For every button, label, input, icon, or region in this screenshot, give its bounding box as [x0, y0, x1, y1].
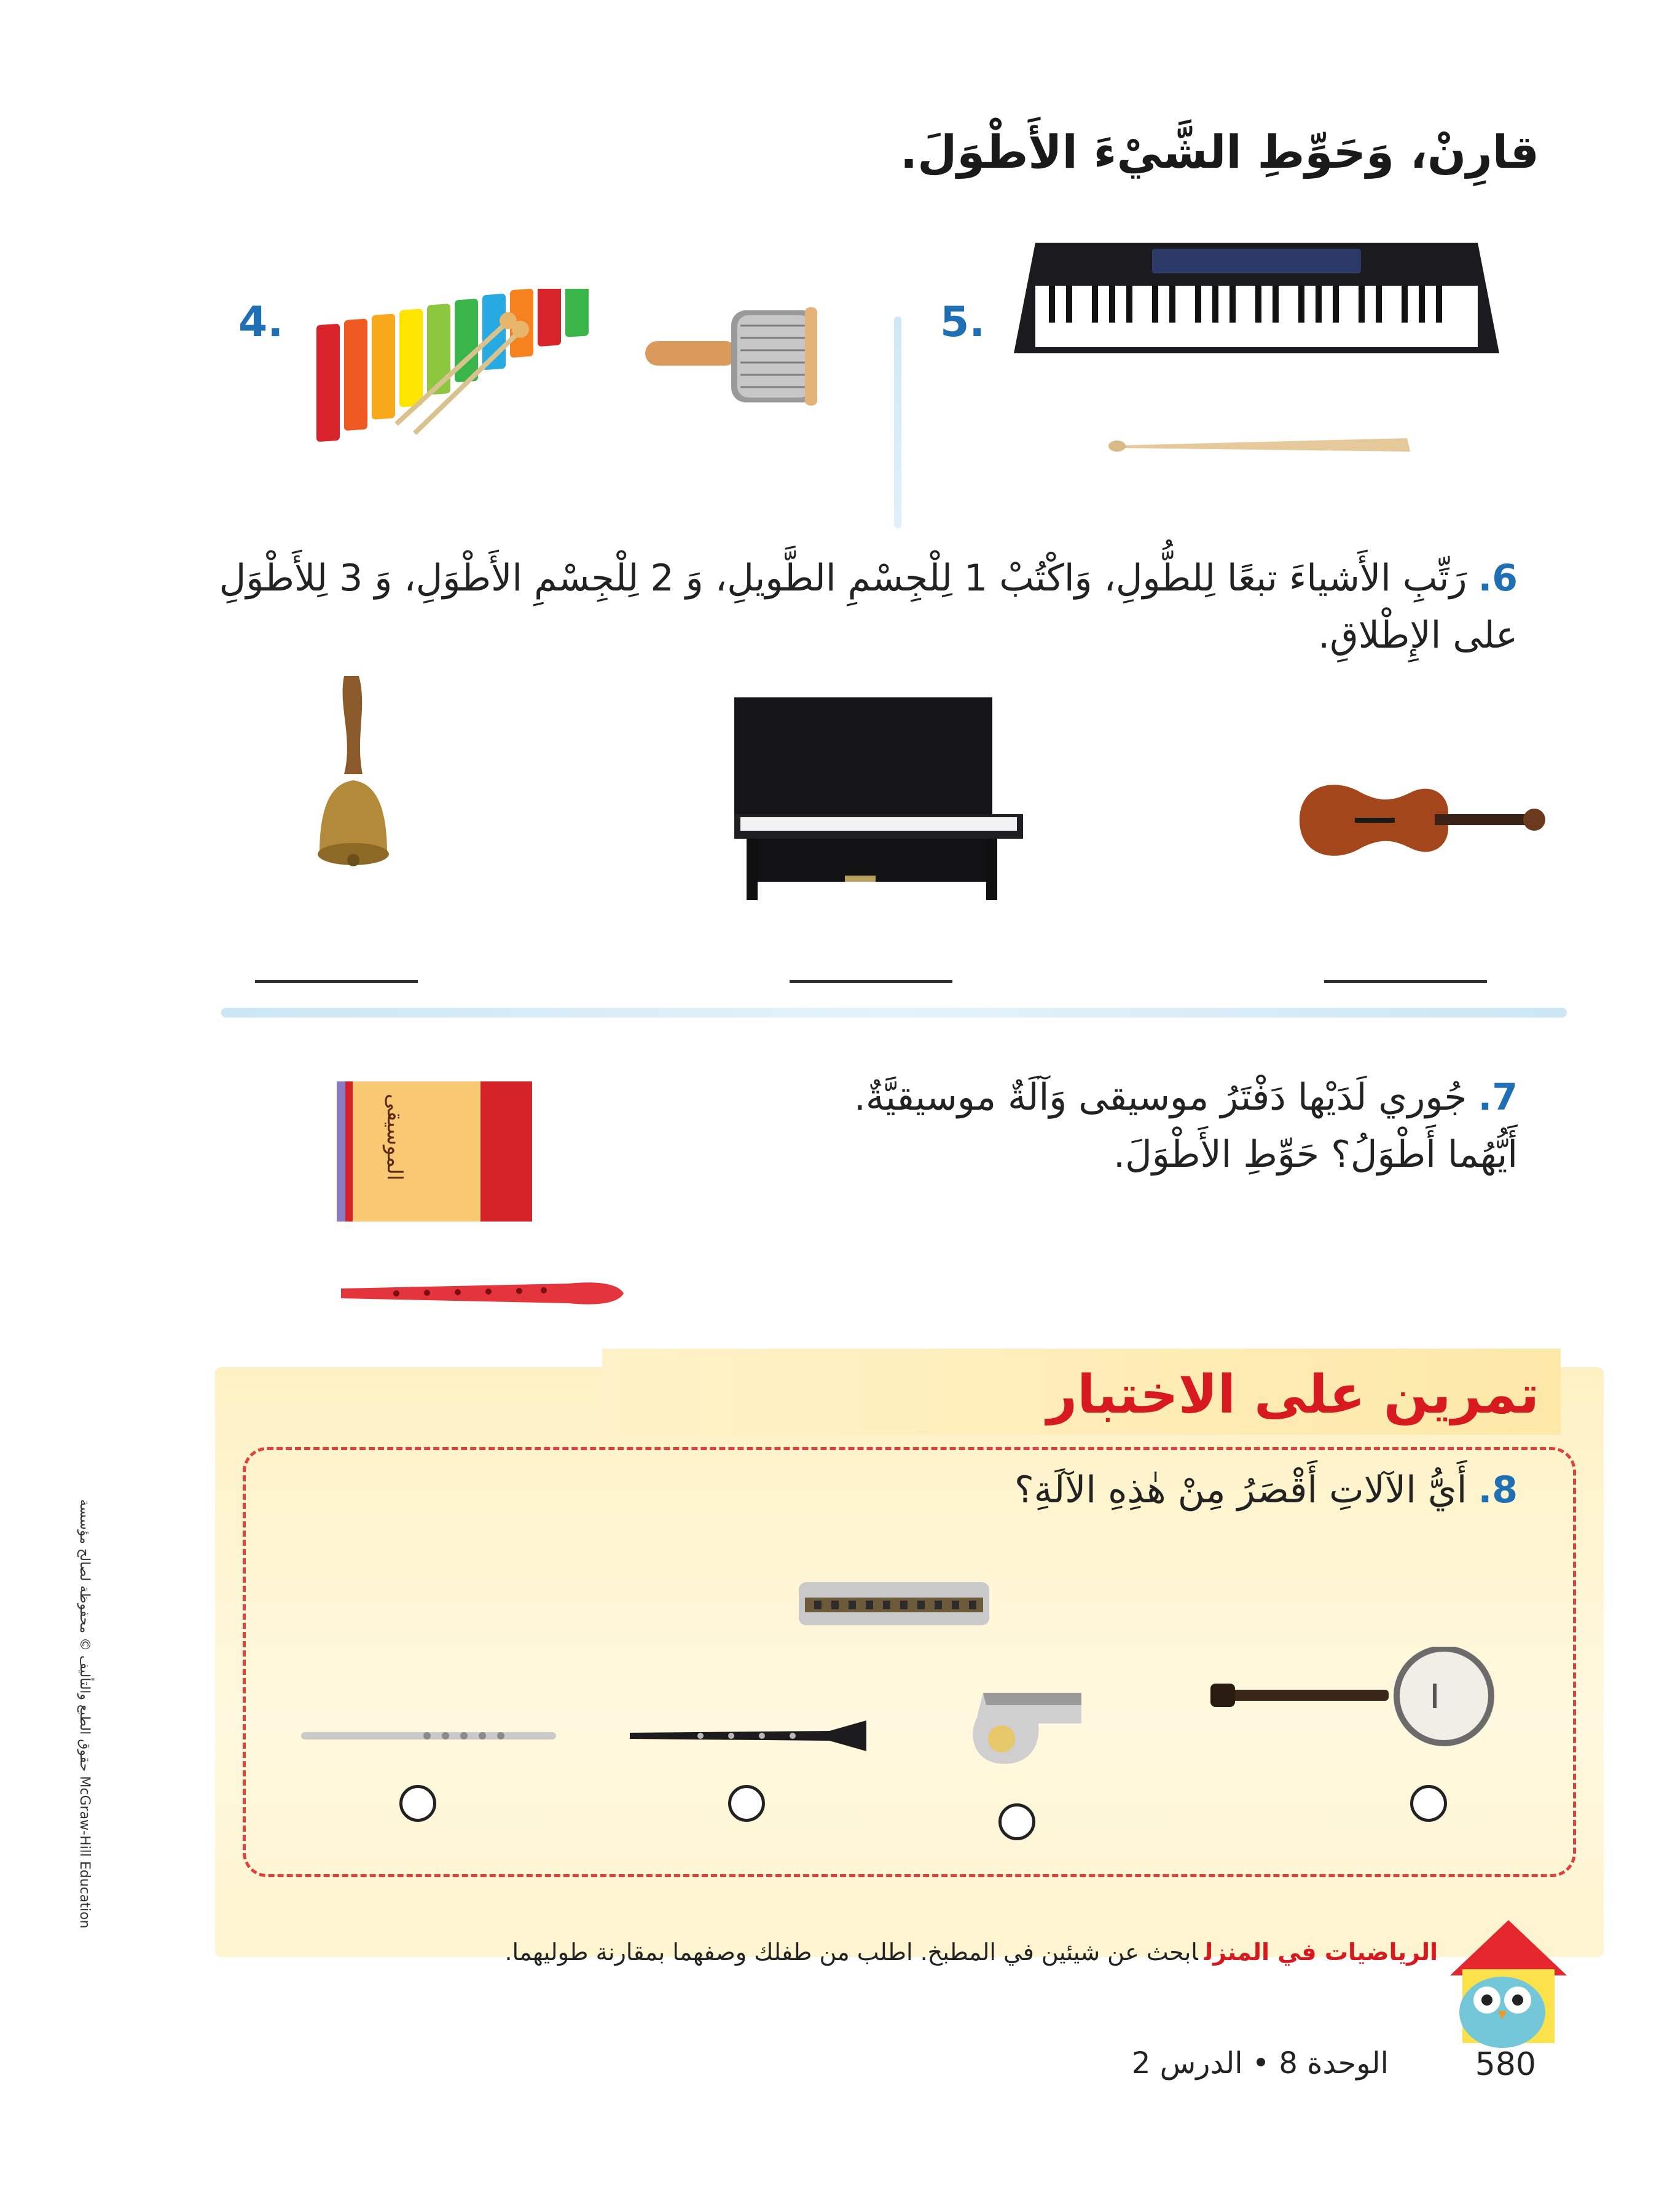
footer-unit-lesson: الوحدة 8 • الدرس 2 [1131, 2046, 1389, 2081]
piano-icon[interactable] [722, 691, 1023, 903]
problem-6-instruction: رَتِّبِ الأَشياءَ تبعًا لِلطُّولِ، وَاكْتُبْ 1 لِلْجِسْمِ الطَّويلِ، وَ 2 لِلْجِسْمِ الأَطْوَلِ، وَ 3 لِلأَطْوَلِ على الإِطْلاقِ. [219, 557, 1518, 657]
choice-whistle-radio[interactable] [998, 1803, 1035, 1840]
page-heading: قارِنْ، وَحَوِّطِ الشَّيْءَ الأَطْوَلَ. [900, 126, 1539, 179]
flute-icon[interactable] [298, 1724, 559, 1748]
keyboard-icon[interactable] [1011, 237, 1502, 363]
choice-clarinet-radio[interactable] [728, 1785, 765, 1822]
violin-icon[interactable] [1287, 765, 1545, 876]
recorder-flute-icon[interactable] [335, 1275, 627, 1312]
problem-5-number: 5. [940, 298, 986, 347]
answer-blank-2[interactable] [790, 980, 952, 983]
hand-bell-icon[interactable] [295, 670, 412, 873]
harmonica-icon [796, 1576, 992, 1631]
math-at-home-text: ابحث عن شيئين في المطبخ. اطلب من طفلك وصفهما بمقارنة طوليهما. [504, 1939, 1198, 1966]
problem-8-number: 8. [1478, 1469, 1518, 1512]
problem-7-number: 7. [1478, 1076, 1518, 1119]
problem-4-number: 4. [238, 298, 284, 347]
choice-banjo-radio[interactable] [1410, 1785, 1447, 1822]
banjo-icon[interactable] [1207, 1647, 1499, 1748]
problem-8-text [535, 1469, 1518, 1512]
test-practice-title: تمرين على الاختبار [1046, 1364, 1539, 1426]
problem-6-number: 6. [1478, 557, 1518, 600]
music-notebook[interactable] [337, 1081, 532, 1222]
math-at-home-label: الرياضيات في المنزل [1204, 1939, 1438, 1966]
owl-house-icon [1438, 1908, 1576, 2049]
answer-blank-3[interactable] [1324, 980, 1487, 983]
xylophone-icon[interactable] [310, 289, 599, 449]
cabasa-icon[interactable] [639, 298, 830, 415]
problem-8-question: أَيُّ الآلاتِ أَقْصَرُ مِنْ هٰذِهِ الآلَةِ؟ [1014, 1469, 1467, 1512]
section-divider-horizontal [221, 1008, 1567, 1018]
notebook-label: الموسيقى [382, 1094, 407, 1181]
whistle-icon[interactable] [965, 1681, 1088, 1770]
drumstick-icon[interactable] [1106, 433, 1413, 458]
copyright-side-credit: حقوق الطبع والتأليف © محفوظة لصالح مؤسسة McGraw-Hill Education [77, 1499, 92, 1929]
problem-7-text [596, 1069, 1518, 1183]
problem-7-line-1: جُوري لَدَيْها دَفْتَرُ موسيقى وَآلَةٌ موسيقيَّةٌ. [853, 1076, 1467, 1119]
math-at-home-note [209, 1939, 1438, 1966]
problem-divider-vertical [894, 316, 901, 528]
answer-blank-1[interactable] [255, 980, 418, 983]
problem-7-line-2: أَيُّهُما أَطْوَلُ؟ حَوِّطِ الأَطْوَلَ. [1113, 1133, 1518, 1176]
footer-page-number: 580 [1475, 2046, 1536, 2083]
clarinet-icon[interactable] [627, 1717, 869, 1754]
problem-6-text [166, 550, 1518, 664]
choice-flute-radio[interactable] [399, 1785, 436, 1822]
